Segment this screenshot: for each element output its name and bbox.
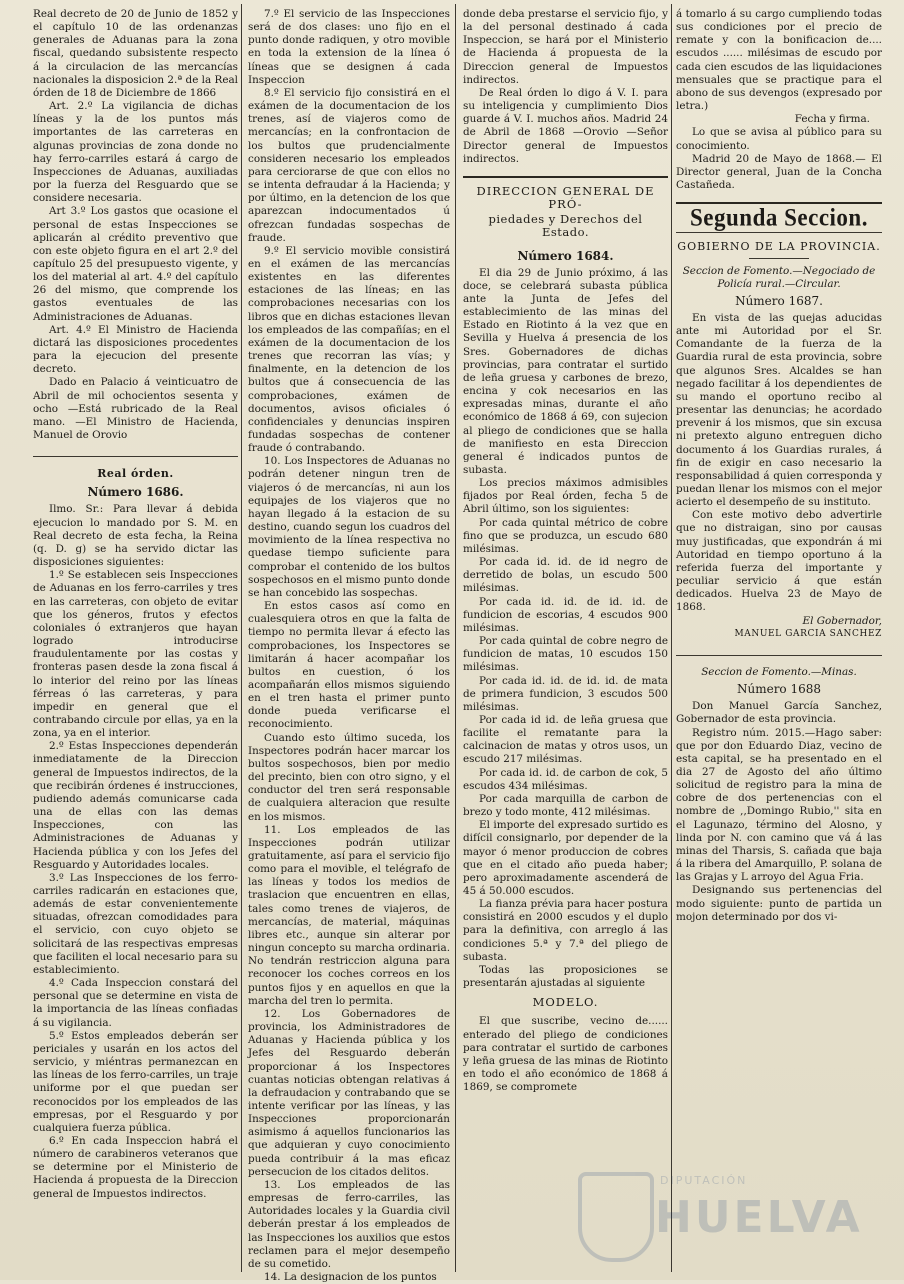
paragraph: 14. La designacion de los puntos <box>264 1271 437 1283</box>
paragraph: 1.º Se establecen seis Inspecciones de Aduanas en los ferro-carriles y tres en las carreteras, con objeto de evitar que los géneros, frutos y efectos coloniales ó extranjeros que hayan logrado introducirse fraudulentamente por las costas y fronteras pasen desde la zona fiscal á lo interior del reino por las líneas férreas ó las carreteras, y para impedir en general que el contrabando circule por ellas, ya en la zona, ya en el interior. <box>33 569 238 740</box>
section-heading: GOBIERNO DE LA PROVINCIA. <box>677 240 881 254</box>
paragraph: 11. Los empleados de las Inspecciones podrán utilizar gratuitamente, así para el servicio fijo como para el movible, el telégrafo de las líneas y todos los medios de traslacion que encuentren en ellas, tales como trenes de viajeros, de mercancías, de material, máquinas libres etc., aunque sin alterar por ningun concepto su marcha ordinaria. No tendrán restriccion alguna para reconocer los coches correos en los puntos fijos y en aquellos en que la marcha del tren lo permita. <box>248 823 450 1007</box>
section-heading: Real órden. <box>97 467 174 481</box>
paragraph: Designando sus pertenencias del modo siguiente: punto de partida un mojon determinado por dos vi- <box>676 884 882 923</box>
paragraph: La fianza prévia para hacer postura consistirá en 2000 escudos y el duplo para la definitiva, con arreglo á las condiciones 5.ª y 7.ª del pliego de subasta. <box>463 898 668 963</box>
paragraph: 4.º Cada Inspeccion constará del personal que se determine en vista de la importancia de las líneas confiadas á su vigilancia. <box>33 977 238 1029</box>
paragraph: 9.º El servicio movible consistirá en el exámen de las mercancías existentes en las diferentes estaciones de las líneas; en las comprobaciones necesarias con los libros que en dichas estaciones llevan los empleados de las compañías; en el exámen de la documentacion de los trenes que recorran las vías; y finalmente, en la detencion de los bultos que á consecuencia de las comprobaciones, exámen de documentos, avisos oficiales ó confidenciales y denuncias inspiren fundadas sospechas de contener fraude ó contrabando. <box>248 244 450 455</box>
paragraph: 6.º En cada Inspeccion habrá el número de carabineros veteranos que se determine por el Ministerio de Hacienda á propuesta de la Direccion general de Impuestos indirectos. <box>33 1134 238 1200</box>
paragraph: Lo que se avisa al público para su conocimiento. <box>676 126 882 152</box>
paragraph: Real decreto de 20 de Junio de 1852 y el capítulo 10 de las ordenanzas generales de Aduanas para la zona fiscal, quedando subsistente respecto á la circulacion de las mercancías nacionales la disposicion 2.ª de la Real órden de 18 de Diciembre de 1866 <box>33 8 238 99</box>
paragraph: Por cada id id. de leña gruesa que facilite el rematante para la calcinacion de matas y otros usos, un escudo 217 milésimas. <box>463 713 668 766</box>
paragraph: Por cada id. id. de id. id. de fundicion de escorias, 4 escudos 900 milésimas. <box>463 595 668 634</box>
paragraph: Cuando esto último suceda, los Inspectores podrán hacer marcar los bultos sospechosos, bien por medio del precinto, bien con otro signo, y el conductor del tren será responsable de cualquiera alteracion que resulte en los mismos. <box>248 731 450 823</box>
paragraph: El dia 29 de Junio próximo, á las doce, se celebrará subasta pública ante la Junta de Jefes del establecimiento de las minas del Estado en Riotinto á la vez que en Sevilla y Huelva á presencia de los Sres. Gobernadores de dichas provincias, para contratar el surtido de leña gruesa y carbones de brezo, encina y cok necesarios en las expresadas minas, durante el año económico de 1868 á 69, con sujecion al pliego de condiciones que se halla de manifiesto en esta Direccion general é indicados puntos de subasta. <box>463 266 668 476</box>
paragraph: Dado en Palacio á veinticuatro de Abril de mil ochocientos sesenta y ocho —Está rubricado de la Real mano. —El Ministro de Hacienda, Manuel de Orovio <box>33 376 238 441</box>
signature-name: MANUEL GARCIA SANCHEZ <box>734 628 882 639</box>
section-subheading: Seccion de Fomento.—Negociado de Policía rural.—Circular. <box>682 264 876 290</box>
paragraph: 12. Los Gobernadores de provincia, los Administradores de Aduanas y Hacienda pública y los Jefes del Resguardo deberán proporcionar á los Inspectores cuantas noticias obtengan relativas á la defraudacion y contrabando que se intente verificar por las líneas, y las Inspecciones proporcionarán asimismo á aquellos funcionarios las que adquieran y cuyo conocimiento pueda contribuir á la mas eficaz persecucion de los citados delitos. <box>248 1007 450 1178</box>
column-rule <box>455 4 456 1272</box>
paragraph: Madrid 20 de Mayo de 1868.— El Director general, Juan de la Concha Castañeda. <box>676 152 882 192</box>
column-rule <box>241 4 242 1272</box>
short-divider <box>749 258 809 259</box>
paragraph: 13. Los empleados de las empresas de ferro-carriles, las Autoridades locales y la Guardia civil deberán prestar á los empleados de las Inspecciones los auxilios que estos reclamen para el mejor desempeño de su cometido. <box>248 1178 450 1270</box>
column-2 <box>248 8 450 1283</box>
section-divider <box>33 456 238 457</box>
paragraph: Registro núm. 2015.—Hago saber: que por don Eduardo Diaz, vecino de esta capital, se ha presentado en el dia 27 de Agosto del año último solicitud de registro para la mina de cobre de dos pertenencias con el nombre de ,,Domingo Rubio,'' sita en el Lagunazo, término del Alosno, y linda por N. con camino que vá á las minas del Tharsis, S. cañada que baja á la ribera del Amarquillo, P. solana de las Grajas y L arroyo del Agua Fria. <box>676 726 882 884</box>
paragraph: Por cada marquilla de carbon de brezo y todo monte, 412 milésimas. <box>463 792 668 819</box>
paragraph: 3.º Las Inspecciones de los ferro-carriles radicarán en estaciones que, además de estar convenientemente situadas, ofrezcan comodidades para el servicio, con cuyo objeto se solicitará de las respectivas empresas que faciliten el local necesario para su establecimiento. <box>33 871 238 976</box>
paragraph: 10. Los Inspectores de Aduanas no podrán detener ningun tren de viajeros ó de mercancías, ni aun los equipajes de los viajeros que no hayan llegado á la estacion de su destino, cuando segun los cuadros del movimiento de la línea respectiva no quedase tiempo suficiente para comprobar el contenido de los bultos sospechosos en el mismo punto donde se han concebido las sospechas. <box>248 455 450 599</box>
section-subheading: Seccion de Fomento.—Minas. <box>701 665 857 678</box>
paragraph: En vista de las quejas aducidas ante mi Autoridad por el Sr. Comandante de la fuerza de la Guardia rural de esta provincia, sobre que algunos Sres. Alcaldes se han negado facilitar á los dependientes de su mando el oportuno recibo al presentar las denuncias; he acordado prevenir á los mismos, que sin excusa ni pretexto alguno entreguen dicho documento á los Guardias rurales, á fin de exigir en caso necesario la responsabilidad á quien corresponda y puedan llenar los mismos con el mejor acierto el desempeño de su instituto. <box>676 311 882 509</box>
paragraph: Ilmo. Sr.: Para llevar á debida ejecucion lo mandado por S. M. en Real decreto de esta fecha, la Reina (q. D. g) se ha servido dictar las disposiciones siguientes: <box>33 503 238 569</box>
paragraph: Por cada id. id. de carbon de cok, 5 escudos 434 milésimas. <box>463 766 668 792</box>
paragraph: Por cada id. id. de id negro de derretido de bolas, un escudo 500 milésimas. <box>463 556 668 595</box>
paragraph: 8.º El servicio fijo consistirá en el exámen de la documentacion de los trenes, así de viajeros como de mercancías; en la confrontacion de los bultos que prudencialmente consideren necesario los empleados para cerciorarse de que con ellos no se intenta defraudar á la Hacienda; y por último, en la detencion de los que aparezcan indocumentados ú ofrezcan fundadas sospechas de fraude. <box>248 86 450 244</box>
date-signature-line: Fecha y firma. <box>794 113 870 126</box>
paragraph: En estos casos así como en cualesquiera otros en que la falta de tiempo no permita llevar á efecto las comprobaciones, los Inspectores se limitarán á hacer acompañar los bultos en cuestion, ó los acompañarán ellos mismos siguiendo en el tren hasta el primer punto donde pueda verificarse el reconocimiento. <box>248 600 450 731</box>
section-subheading: piedades y Derechos del Estado. <box>488 212 643 240</box>
paragraph: Con este motivo debo advertirle que no distraigan, sino por causas muy justificadas, que expondrán á mi Autoridad en tiempo oportuno á la referida fuerza del importante y peculiar servicio á que están dedicados. Huelva 23 de Mayo de 1868. <box>676 509 882 614</box>
paragraph: El importe del expresado surtido es difícil consignarlo, por depender de la mayor ó menor produccion de cobres que en el citado año pueda haber; pero aproximadamente ascenderá de 45 á 50.000 escudos. <box>463 819 668 897</box>
paragraph: El que suscribe, vecino de...... enterado del pliego de condiciones para contratar el surtido de carbones y leña gruesa de las minas de Riotinto en todo el año económico de 1868 á 1869, se compromete <box>463 1015 668 1094</box>
paragraph: De Real órden lo digo á V. I. para su inteligencia y cumplimiento Dios guarde á V. I. muchos años. Madrid 24 de Abril de 1868 —Orovio —Señor Director general de Impuestos indirectos. <box>463 86 668 165</box>
paragraph: Art. 2.º La vigilancia de dichas líneas y la de los puntos más importantes de las carreteras en algunas provincias de zona donde no hay ferro-carriles estará á cargo de Inspecciones de Aduanas, auxiliadas por la fuerza del Resguardo que se considere necesaria. <box>33 100 238 205</box>
section-divider <box>676 232 882 233</box>
paragraph: Por cada quintal métrico de cobre fino que se produzca, un escudo 680 milésimas. <box>463 516 668 555</box>
paragraph: 2.º Estas Inspecciones dependerán inmediatamente de la Direccion general de Impuestos indirectos, de la que recibirán órdenes é instrucciones, pudiendo además comunicarse cada una de ellas con las demas Inspecciones, con las Administraciones de Aduanas y Hacienda pública y con los Jefes del Resguardo y Autoridades locales. <box>33 740 238 871</box>
column-1 <box>33 8 238 1274</box>
watermark-text: HUELVA <box>655 1192 863 1243</box>
document-number: Número 1688 <box>736 682 822 697</box>
paragraph: Por cada id. id. de id. id. de mata de primera fundicion, 3 escudos 500 milésimas. <box>463 674 668 713</box>
paragraph: Por cada quintal de cobre negro de fundicion de matas, 10 escudos 150 milésimas. <box>463 635 668 674</box>
paragraph: á tomarlo á su cargo cumpliendo todas sus condiciones por el precio de remate y con la bonificacion de.... escudos ...... milésimas de escudo por cada cien escudos de las liquidaciones mensuales que se practique para el abono de sus devengos (expresado por letra.) <box>676 8 882 113</box>
column-rule <box>671 4 672 1272</box>
paragraph: 7.º El servicio de las Inspecciones será de dos clases: uno fijo en el punto donde radiquen, y otro movible en toda la extension de la línea ó líneas que se designen á cada Inspeccion <box>248 8 450 86</box>
document-number: Número 1687. <box>735 293 823 308</box>
column-3 <box>463 8 668 1274</box>
model-heading: MODELO. <box>532 995 599 1010</box>
paragraph: Todas las proposiciones se presentarán ajustadas al siguiente <box>463 963 668 990</box>
watermark-subtext: DIPUTACIÓN <box>660 1174 748 1187</box>
document-number: Número 1686. <box>87 485 184 500</box>
section-title: Segunda Seccion. <box>690 204 868 232</box>
document-number: Número 1684. <box>517 248 614 263</box>
paragraph: Don Manuel García Sanchez, Gobernador de esta provincia. <box>676 700 882 726</box>
signature-title: El Gobernador, <box>802 614 882 627</box>
paragraph: donde deba prestarse el servicio fijo, y la del personal destinado á cada Inspeccion, se hará por el Ministerio de Hacienda á propuesta de la Direccion general de Impuestos indirectos. <box>463 8 668 86</box>
section-divider <box>463 176 668 178</box>
paragraph: Art 3.º Los gastos que ocasione el personal de estas Inspecciones se aplicarán al crédito preventivo que con este objeto figura en el art 2.º del capítulo 25 del presupuesto vigente, y los del material al art. 4.º del capítulo 26 del mismo, que comprende los gastos eventuales de las Administraciones de Aduanas. <box>33 205 238 323</box>
paragraph: Art. 4.º El Ministro de Hacienda dictará las disposiciones procedentes para la ejecucion del presente decreto. <box>33 323 238 376</box>
section-heading: DIRECCION GENERAL DE PRÓ- <box>476 183 655 212</box>
column-4 <box>676 8 882 1274</box>
section-divider <box>676 655 882 656</box>
paragraph: 5.º Estos empleados deberán ser periciales y usarán en los actos del servicio, y miéntras permanezcan en las líneas de los ferro-carriles, un traje uniforme por el que puedan ser reconocidos por los empleados de las empresas, por el Resguardo y por cualquiera fuerza pública. <box>33 1029 238 1134</box>
paragraph: Los precios máximos admisibles fijados por Real órden, fecha 5 de Abril último, son los siguientes: <box>463 477 668 516</box>
